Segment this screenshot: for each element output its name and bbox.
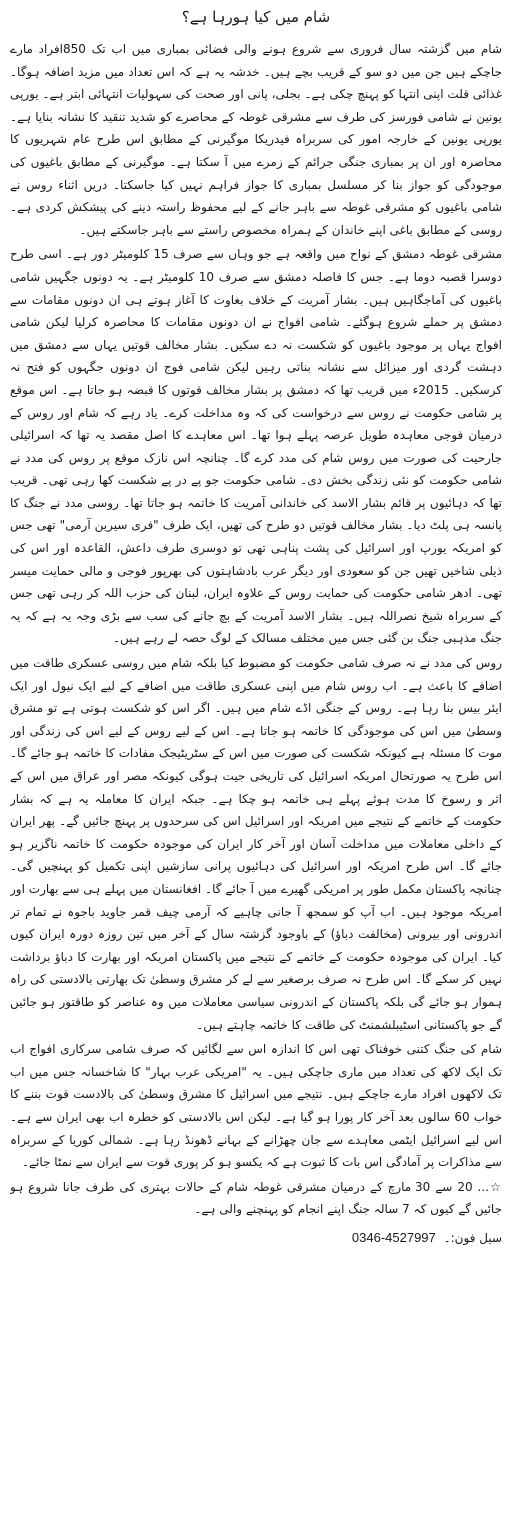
article-paragraph-5: ☆... 20 سے 30 مارچ کے درمیان مشرقی غوطہ شام کے حالات بہتری کی طرف جانا شروع ہو جائیں گے کیوں کہ 7 سالہ جنگ اپنے انجام کو پہنچنے والی ہے۔ bbox=[10, 1179, 502, 1217]
contact-label: سیل فون:۔ bbox=[443, 1230, 502, 1245]
article-title: شام میں کیا ہورہا ہے؟ bbox=[181, 8, 331, 26]
article-paragraph-1: شام میں گزشتہ سال فروری سے شروع ہونے والی فضائی بمباری میں اب تک 850افراد مارے جاچکے ہیں جن میں دو سو کے قریب بچے ہیں۔ خدشہ یہ ہے کہ اس تعداد میں مزید اضافہ ہوگا۔ غذائی قلت اپنی انتہا کو پہنچ چکی ہے۔ بجلی، پانی اور صحت کی سہولیات انتہائی ابتر ہے۔ یورپی یونین نے شامی فورسز کی طرف سے مشرقی غوطہ کے محاصرے کو شدید تنقید کا نشانہ بنایا ہے۔ یورپی یونین کے خارجہ امور کی سربراہ فیدریکا موگیرنی کے مطابق اس طرح عام شہریوں کا محاصرہ اور ان پر بمباری جنگی جرائم کے زمرے میں آ سکتا ہے۔ موگیرنی کے مطابق باغیوں کی موجودگی کو جواز بنا کر مسلسل بمباری کا جواز فراہم نہیں کیا جاسکتا۔ دریں اثناء روس نے شامی باغیوں کو مشرقی غوطہ سے باہر جانے کے لیے محفوظ راستہ دینے کی پیشکش کردی ہے۔ روسی کے مطابق باغی اپنے خاندان کے ہمراہ مخصوص راستے سے باہر جاسکتے ہیں۔ bbox=[10, 42, 502, 237]
article-paragraph-2: مشرقی غوطہ دمشق کے نواح میں واقعہ ہے جو وہاں سے صرف 15 کلومیٹر دور ہے۔ اسی طرح دوسرا قصبہ دوما ہے۔ جس کا فاصلہ دمشق سے صرف 10 کلومیٹر ہے۔ یہ دونوں جگہیں شامی باغیوں کی آماجگاہیں ہیں۔ بشار آمریت کے خلاف بغاوت کا آغاز ہوتے ہی ان دونوں مقامات سے دمشق پر حملے شروع ہوگئے۔ شامی افواج نے ان دونوں مقامات کا محاصرہ کرلیا لیکن شامی افواج یہاں پر موجود باغیوں کو شکست نہ دے سکیں۔ بشار مخالف قوتیں یہاں سے دمشق میں دہشت گردی اور میزائل سے نشانہ بناتی رہیں لیکن شامی فوج ان دونوں جگہوں کو فتح نہ کرسکیں۔ 2015ء میں قریب تھا کہ دمشق پر بشار مخالف قوتوں کا قبضہ ہو جاتا ہے۔ اس موقع پر شامی حکومت نے روس سے درخواست کی کہ وہ مداخلت کرے۔ یاد رہے کہ شام اور روس کے درمیان فوجی معاہدہ طویل عرصہ پہلے ہوا تھا۔ اس معاہدے کا اصل مقصد یہ تھا کہ اسرائیلی جارحیت کی صورت میں روس شام کی مدد کرے گا۔ چنانچہ اس نازک موقع پر روس کی مدد نے شامی حکومت کو نئی زندگی بخش دی۔ شامی حکومت جو پے در پے شکست کھا رہی تھی۔ قریب تھا کہ دہائیوں پر قائم بشار الاسد کی خاندانی آمریت کا خاتمہ ہو جاتا تھا۔ روسی مدد نے جنگ کا پانسہ ہی پلٹ دیا۔ بشار مخالف قوتیں دو طرح کی تھیں، ایک طرف "فری سیرین آرمی" تھی جس کو امریکہ یورپ اور اسرائیل کی پشت پناہی تھی تو دوسری طرف داعش، القاعدہ اور اس کی ذیلی شاخیں تھیں جن کو سعودی اور دیگر عرب بادشاہتوں کی بھرپور فوجی و مالی حمایت میسر تھی۔ ادھر شامی حکومت کی حمایت روس کے علاوہ ایران، لبنان کی حزب اللہ کر رہی تھی جس کے سربراہ شیخ نصراللہ ہیں۔ بشار الاسد آمریت کے بچ جانے کی سب سے بڑی وجہ یہ ہے کہ یہ جنگ مذہبی جنگ بن گئی جس میں مختلف مسالک کے لوگ حصہ لے رہے ہیں۔ bbox=[10, 247, 502, 646]
article bbox=[10, 6, 502, 1518]
phone-number: 0346-4527997 bbox=[351, 1229, 436, 1245]
article-paragraph-3: روس کی مدد نے نہ صرف شامی حکومت کو مضبوط کیا بلکہ شام میں روسی عسکری طاقت میں اضافے کا باعث ہے۔ اب روس شام میں اپنی عسکری طاقت میں اضافے کے لیے ایک نیول اور ایک ایئر بیس بنا رہا ہے۔ روس کے جنگی اڈے شام میں ہیں۔ اگر اس کو شکست ہوتی ہے تو مشرق وسطیٰ میں اس کی موجودگی کا خاتمہ ہو جاتا ہے۔ اس کے لیے روس کے لیے اس کی زندگی اور موت کا مسئلہ ہے کیونکہ شکست کی صورت میں اس کے سٹریٹیجک مفادات کا خاتمہ ہو جائے گا۔ اس طرح یہ صورتحال امریکہ اسرائیل کی تاریخی جیت ہوگی کیونکہ مصر اور عراق میں اس کے اثر و رسوخ کا مدت ہوئے پہلے ہی خاتمہ ہو چکا ہے۔ جبکہ ایران کا معاملہ یہ ہے کہ بشار حکومت کے خاتمے کے نتیجے میں امریکہ اور اسرائیل اس کی سرحدوں پر پہنچ جائیں گے۔ پھر ایران کے داخلی معاملات میں مداخلت آسان اور آخر کار ایران کی موجودہ حکومت کا خاتمہ ناگزیر ہو جائے گا۔ اس طرح امریکہ اور اسرائیل کی دہائیوں پرانی سازشیں اپنی تکمیل کو پہنچیں گی۔ چنانچہ پاکستان مکمل طور پر امریکی گھیرے میں آ جائے گا۔ افغانستان میں پہلے ہی سے بھارت اور امریکہ موجود ہیں۔ اب آپ کو سمجھ آ جانی چاہیے کہ آرمی چیف قمر جاوید باجوہ نے تمام تر اندرونی اور بیرونی (مخالفت دباؤ) کے باوجود گزشتہ سال کے آخر میں تین روزہ دورہ ایران کیوں کیا۔ ایران کی موجودہ حکومت کے خاتمے کے نتیجے میں پاکستان امریکہ اور بھارت کا دباؤ برداشت نہیں کر سکے گا۔ اس طرح نہ صرف برصغیر سے لے کر مشرق وسطیٰ تک بھارتی بالادستی کی راہ ہموار ہو جائے گی بلکہ پاکستان کے اندرونی سیاسی معاملات میں وہ عناصر کو طاقتور ہو جائیں گے جو پاکستانی اسٹیبلشمنٹ کی طاقت کا خاتمہ چاہتے ہیں۔ bbox=[10, 656, 502, 1032]
article-paragraph-4: شام کی جنگ کتنی خوفناک تھی اس کا اندازہ اس سے لگائیں کہ صرف شامی سرکاری افواج اب تک ایک لاکھ کی تعداد میں ماری جاچکی ہیں۔ یہ "امریکی عرب بہار" کا شاخسانہ جس میں اب تک لاکھوں افراد مارے جاچکے ہیں۔ نتیجے میں اسرائیل کا مشرق وسطیٰ کی بالادست قوت بننے کا خواب 60 سالوں بعد آخر کار پورا ہو گیا ہے۔ لیکن اس بالادستی کو خطرہ اب بھی ایران سے ہے۔ اس لیے اسرائیل ایٹمی معاہدے سے جان چھڑانے کے بہانے ڈھونڈ رہا ہے۔ شمالی کوریا کے سربراہ سے مذاکرات پر آمادگی اس بات کا ثبوت ہے کہ یکسو ہو کر پوری قوت سے ایران سے نمٹا جائے۔ bbox=[10, 1042, 502, 1170]
contact-line bbox=[10, 1227, 502, 1250]
